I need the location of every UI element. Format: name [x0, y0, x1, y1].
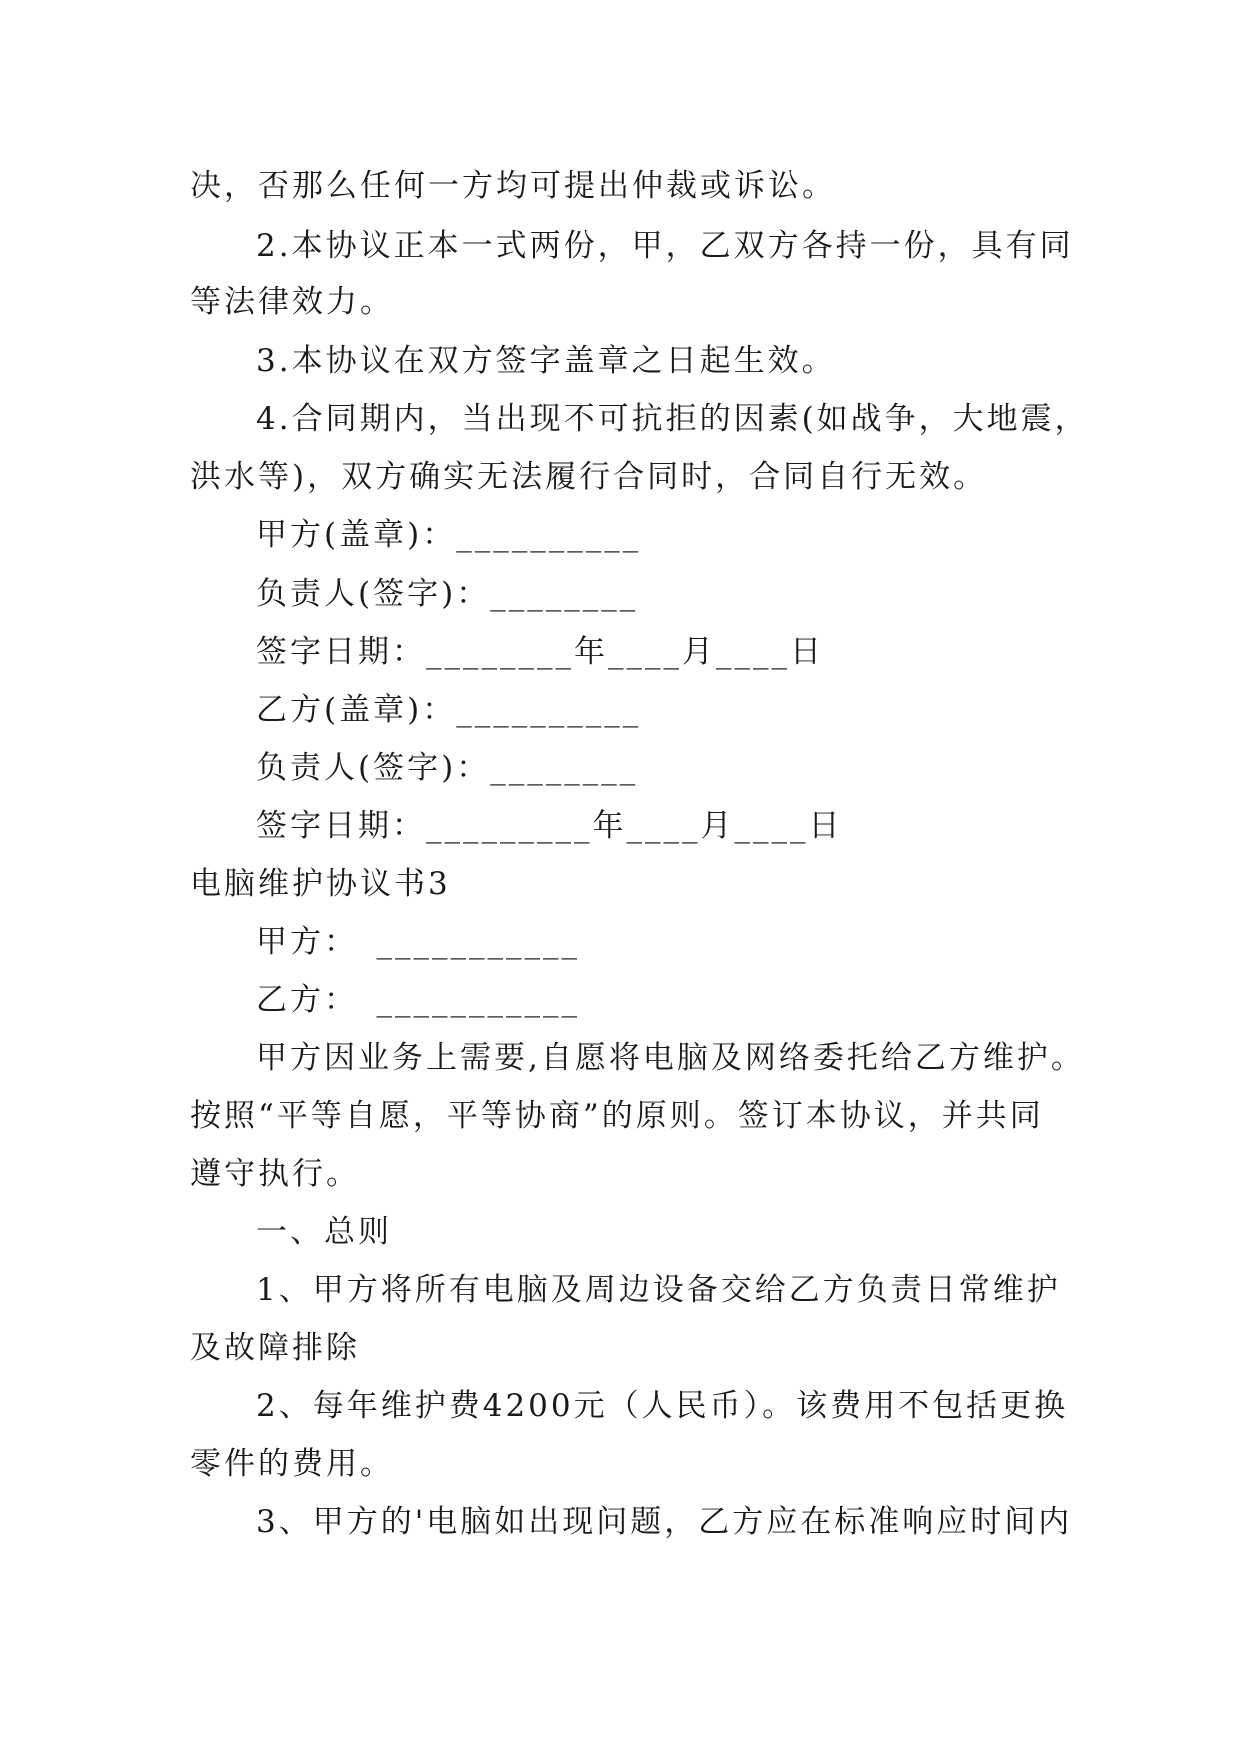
text-line: 零件的费用。: [190, 1446, 394, 1482]
signature-date-a: 签字日期：________年____月____日: [256, 634, 824, 670]
signature-field-party-b: 乙方(盖章)：__________: [256, 692, 642, 728]
text-line: 3、甲方的'电脑如出现问题，乙方应在标准响应时间内: [256, 1504, 1073, 1540]
signature-field-responsible-a: 负责人(签字)：________: [256, 576, 639, 612]
signature-field-party-a: 甲方(盖章)：__________: [256, 517, 642, 553]
signature-field-responsible-b: 负责人(签字)：________: [256, 750, 639, 786]
section-heading: 一、总则: [256, 1214, 392, 1250]
text-line: 3.本协议在双方签字盖章之日起生效。: [256, 343, 836, 379]
text-line: 按照“平等自愿，平等协商”的原则。签订本协议，并共同: [190, 1098, 1044, 1134]
signature-date-b: 签字日期：_________年____月____日: [256, 808, 843, 844]
text-line: 及故障排除: [190, 1330, 360, 1366]
text-line: 遵守执行。: [190, 1156, 360, 1192]
text-line: 决，否那么任何一方均可提出仲裁或诉讼。: [190, 168, 836, 204]
text-line: 甲方因业务上需要,自愿将电脑及网络委托给乙方维护。: [256, 1040, 1085, 1076]
text-line: 2.本协议正本一式两份，甲，乙双方各持一份，具有同: [256, 228, 1074, 264]
party-b-field: 乙方： ___________: [256, 982, 580, 1018]
party-a-field: 甲方： ___________: [256, 924, 580, 960]
text-line: 4.合同期内，当出现不可抗拒的因素(如战争，大地震，: [256, 401, 1089, 437]
section-title: 电脑维护协议书3: [190, 866, 451, 902]
text-line: 等法律效力。: [190, 284, 394, 320]
text-line: 1、甲方将所有电脑及周边设备交给乙方负责日常维护: [256, 1272, 1061, 1308]
text-line: 洪水等)，双方确实无法履行合同时，合同自行无效。: [190, 459, 988, 495]
text-line: 2、每年维护费4200元（人民币）。该费用不包括更换: [256, 1388, 1069, 1424]
